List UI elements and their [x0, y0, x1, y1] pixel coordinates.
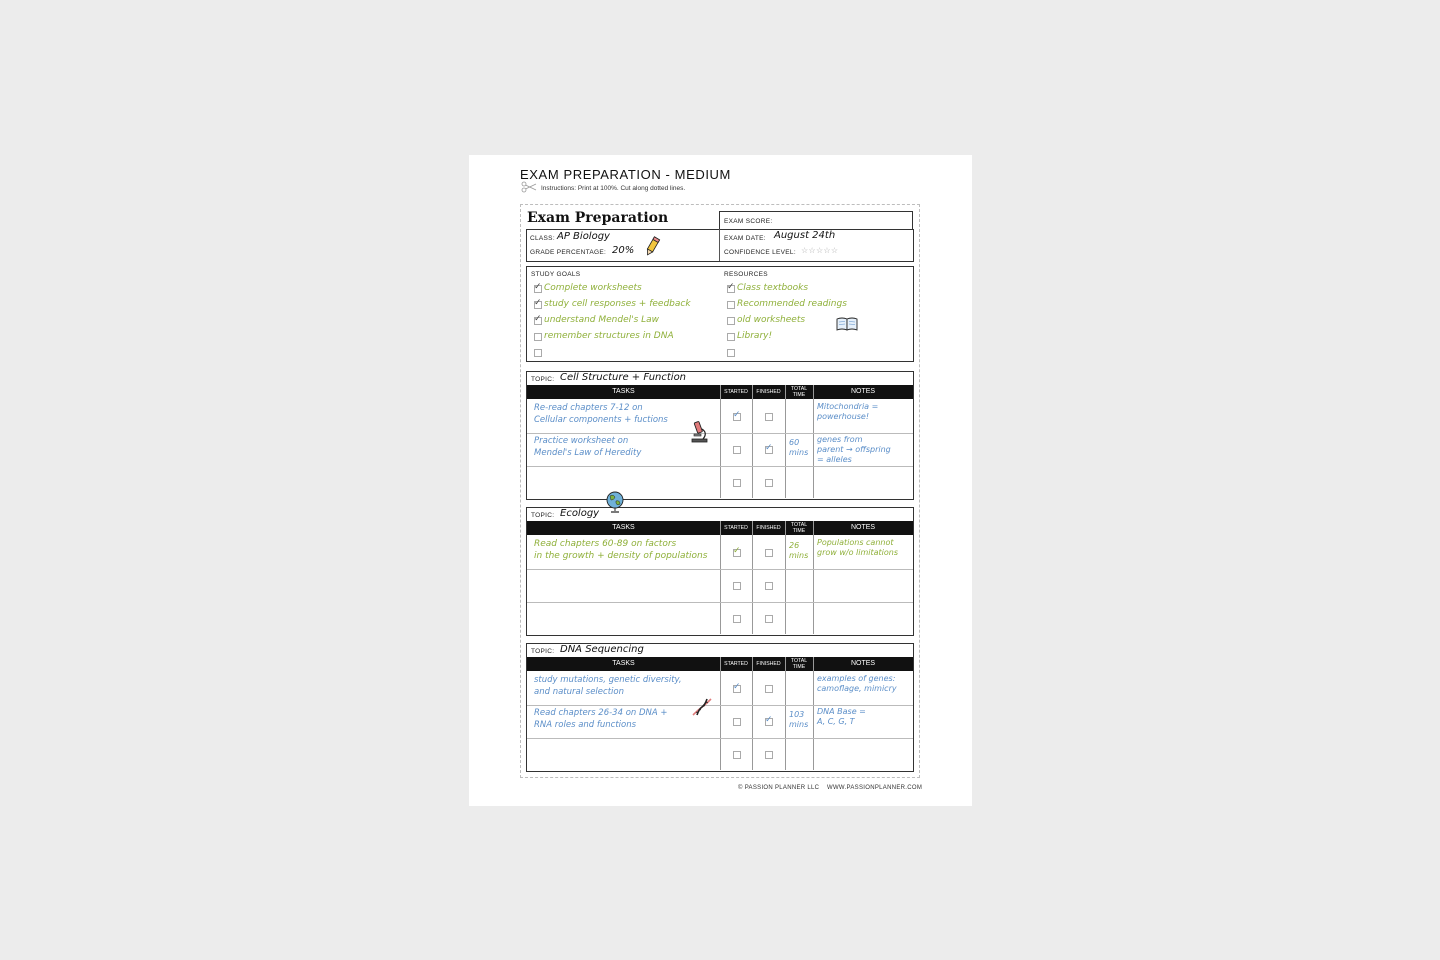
notes-text: camoflage, mimicry [817, 684, 897, 693]
notes-text: grow w/o limitations [817, 548, 899, 557]
notes-text: examples of genes: [817, 674, 896, 683]
scissors-icon [521, 181, 537, 193]
table-row [527, 738, 913, 771]
goals-checkbox[interactable] [534, 349, 542, 357]
notes-header: NOTES [850, 660, 876, 667]
started-checkbox[interactable] [733, 582, 741, 590]
started-checkbox-checkmark: ✓ [733, 409, 741, 419]
goals-item: Complete worksheets [544, 283, 642, 293]
exam-date-label: EXAM DATE: [724, 235, 766, 242]
goals-checkbox-checkmark: ✓ [534, 313, 542, 323]
notes-text: genes from [817, 435, 863, 444]
grade-label: GRADE PERCENTAGE: [530, 249, 607, 256]
resources-checkbox[interactable] [727, 301, 735, 309]
finished-checkbox[interactable] [765, 549, 773, 557]
started-checkbox[interactable] [733, 718, 741, 726]
finished-checkbox[interactable] [765, 615, 773, 623]
confidence-stars[interactable]: ☆☆☆☆☆ [801, 246, 839, 255]
finished-header: FINISHED [756, 389, 781, 395]
notes-text: A, C, G, T [817, 717, 855, 726]
table-row [527, 602, 913, 635]
topic-section [526, 507, 914, 636]
notes-text: = alleles [817, 455, 852, 464]
total-header: TOTAL [790, 658, 808, 664]
document-title: EXAM PREPARATION - MEDIUM [520, 167, 731, 182]
microscope-icon [688, 420, 710, 444]
class-value: AP Biology [557, 231, 610, 242]
finished-checkbox[interactable] [765, 479, 773, 487]
topic-label: TOPIC: [531, 648, 555, 655]
footer-website: WWW.PASSIONPLANNER.COM [827, 785, 923, 791]
resources-checkbox-checkmark: ✓ [727, 281, 735, 291]
exam-score-label: EXAM SCORE: [724, 218, 773, 225]
task-text: Read chapters 60-89 on factors [534, 539, 677, 549]
started-checkbox-checkmark: ✓ [733, 545, 741, 555]
goals-checkbox-checkmark: ✓ [534, 281, 542, 291]
goals-item: understand Mendel's Law [544, 315, 660, 325]
total-time: 103 [789, 710, 805, 719]
notes-text: DNA Base = [817, 707, 866, 716]
book-icon [836, 317, 858, 331]
goals-item: study cell responses + feedback [544, 299, 691, 309]
started-checkbox[interactable] [733, 446, 741, 454]
resources-item: Class textbooks [737, 283, 809, 293]
topic-name: Cell Structure + Function [560, 372, 687, 383]
goals-checkbox-checkmark: ✓ [534, 297, 542, 307]
topic-section [526, 643, 914, 772]
finished-checkbox[interactable] [765, 582, 773, 590]
goals-checkbox[interactable] [534, 333, 542, 341]
finished-header: FINISHED [756, 661, 781, 667]
study-goals-label: STUDY GOALS [531, 271, 581, 278]
total-header: TOTAL [790, 522, 808, 528]
table-row [527, 400, 913, 433]
finished-checkbox-checkmark: ✓ [765, 714, 773, 724]
task-text: Mendel's Law of Heredity [534, 448, 642, 458]
tasks-header: TASKS [612, 660, 635, 667]
goals-item: remember structures in DNA [544, 331, 674, 341]
total-time: 26 [789, 541, 800, 550]
topic-section [526, 371, 914, 500]
time-header: TIME [792, 664, 806, 670]
task-text: Re-read chapters 7-12 on [534, 403, 643, 413]
total-header: TOTAL [790, 386, 808, 392]
task-text: RNA roles and functions [534, 720, 637, 730]
table-row [527, 466, 913, 499]
table-row [527, 433, 913, 466]
time-header: TIME [792, 392, 806, 398]
started-checkbox-checkmark: ✓ [733, 681, 741, 691]
started-header: STARTED [724, 525, 748, 531]
total-time: mins [789, 720, 809, 729]
notes-text: parent → offspring [817, 445, 891, 454]
resources-label: RESOURCES [724, 271, 768, 278]
tasks-header: TASKS [612, 388, 635, 395]
printable-page [469, 155, 972, 806]
started-header: STARTED [724, 389, 748, 395]
table-row [527, 569, 913, 602]
finished-checkbox-checkmark: ✓ [765, 442, 773, 452]
resources-item: Recommended readings [737, 299, 847, 309]
time-header: TIME [792, 528, 806, 534]
form-heading: Exam Preparation [527, 210, 669, 226]
print-instructions: Instructions: Print at 100%. Cut along dotted lines. [541, 185, 686, 192]
task-text: Read chapters 26-34 on DNA + [534, 708, 668, 718]
footer-copyright: © PASSION PLANNER LLC [738, 785, 820, 791]
globe-icon [605, 491, 625, 513]
grade-value: 20% [612, 245, 635, 256]
resources-item: Library! [737, 331, 773, 341]
task-text: in the growth + density of populations [534, 551, 708, 561]
notes-text: Populations cannot [817, 538, 894, 547]
task-text: and natural selection [534, 687, 624, 697]
finished-header: FINISHED [756, 525, 781, 531]
pencil-icon [644, 237, 660, 257]
started-header: STARTED [724, 661, 748, 667]
finished-checkbox[interactable] [765, 413, 773, 421]
topic-name: Ecology [560, 508, 600, 519]
notes-header: NOTES [850, 388, 876, 395]
topic-label: TOPIC: [531, 512, 555, 519]
tasks-header: TASKS [612, 524, 635, 531]
started-checkbox[interactable] [733, 615, 741, 623]
table-row [527, 705, 913, 738]
task-text: study mutations, genetic diversity, [534, 675, 682, 685]
class-label: CLASS: [530, 235, 555, 242]
confidence-label: CONFIDENCE LEVEL: [724, 249, 796, 256]
notes-text: Mitochondria = [817, 402, 879, 411]
topic-label: TOPIC: [531, 376, 555, 383]
finished-checkbox[interactable] [765, 751, 773, 759]
table-row [527, 536, 913, 569]
started-checkbox[interactable] [733, 479, 741, 487]
total-time: mins [789, 448, 809, 457]
table-row [527, 672, 913, 705]
total-time: 60 [789, 438, 800, 447]
resources-checkbox[interactable] [727, 349, 735, 357]
resources-item: old worksheets [737, 315, 806, 325]
exam-date-value: August 24th [774, 230, 836, 241]
goals-resources-box [526, 266, 914, 362]
notes-text: powerhouse! [817, 412, 870, 421]
started-checkbox[interactable] [733, 751, 741, 759]
task-text: Cellular components + fuctions [534, 415, 668, 425]
dna-icon [690, 696, 714, 718]
exam-header-box [526, 211, 912, 261]
resources-checkbox[interactable] [727, 333, 735, 341]
notes-header: NOTES [850, 524, 876, 531]
topic-name: DNA Sequencing [560, 644, 644, 655]
finished-checkbox[interactable] [765, 685, 773, 693]
total-time: mins [789, 551, 809, 560]
resources-checkbox[interactable] [727, 317, 735, 325]
task-text: Practice worksheet on [534, 436, 629, 446]
